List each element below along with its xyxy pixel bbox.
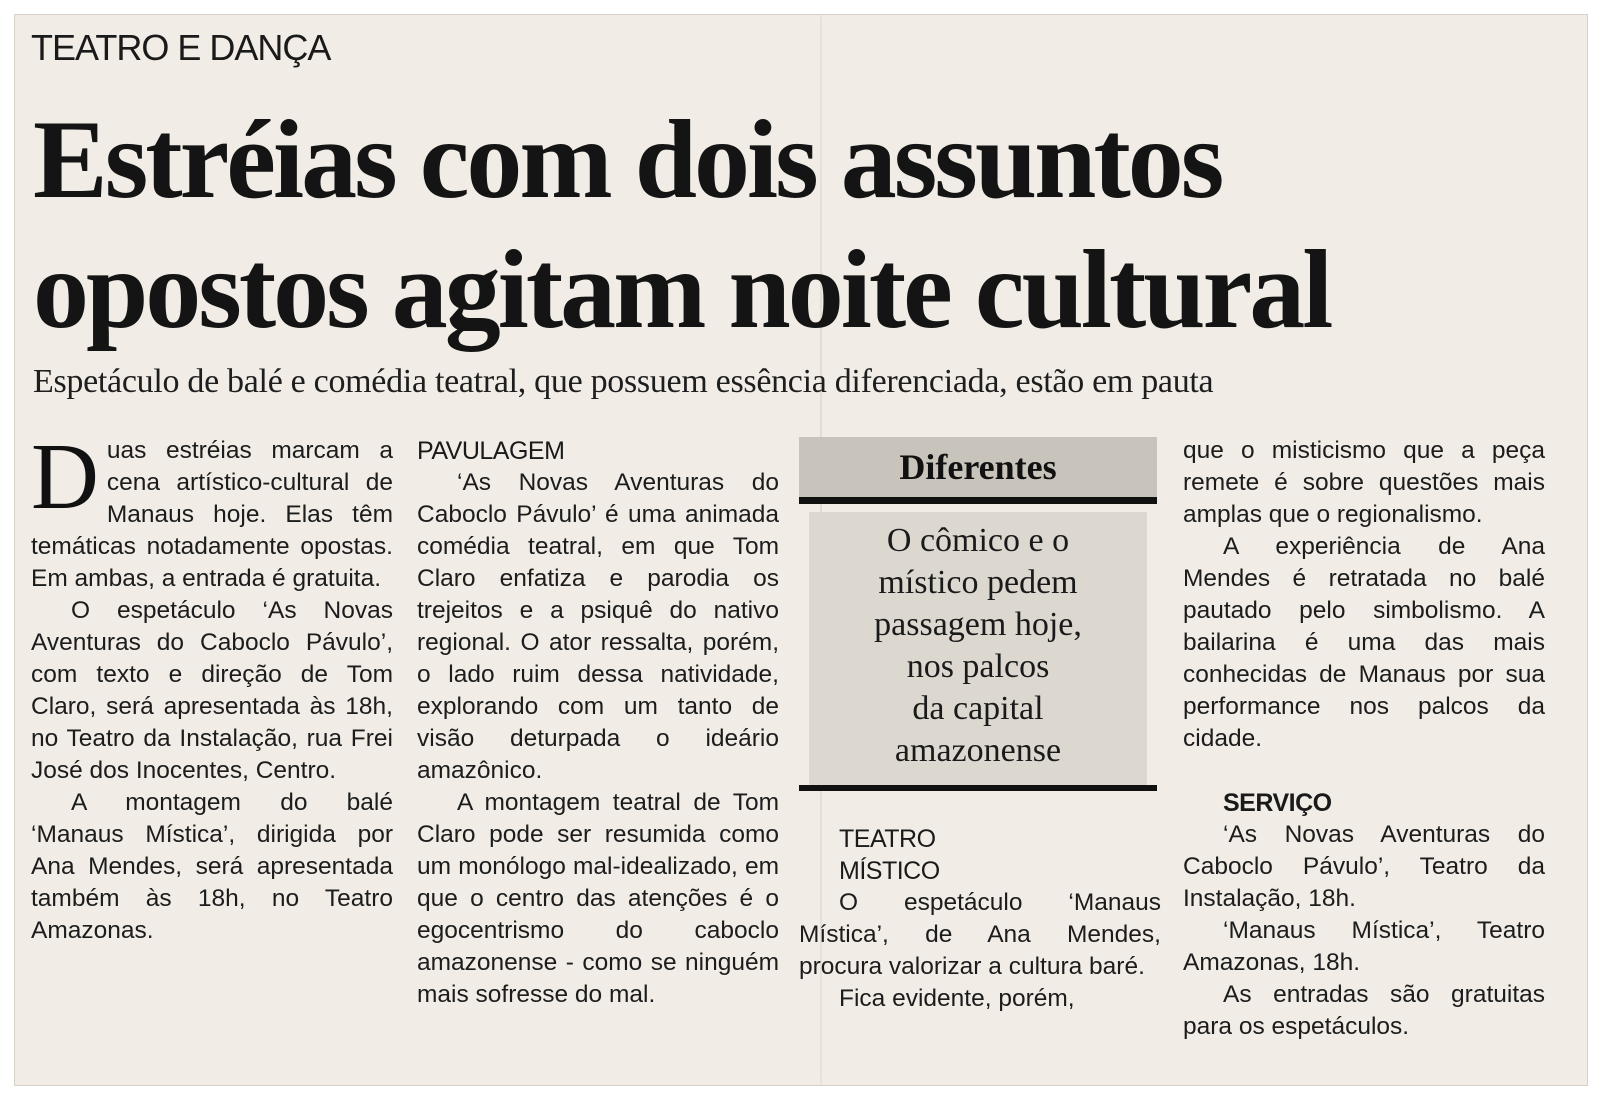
subheadline: Espetáculo de balé e comédia teatral, que possuem essência diferenciada, estão em pauta bbox=[33, 363, 1214, 400]
box-line: passagem hoje, bbox=[874, 606, 1082, 643]
box-body bbox=[809, 512, 1147, 790]
box-line: nos palcos bbox=[906, 648, 1050, 685]
newspaper-clipping bbox=[14, 14, 1588, 1086]
section-label: TEATRO E DANÇA bbox=[31, 27, 331, 68]
box-bottom-rule bbox=[799, 785, 1157, 791]
service-item: ‘Manaus Mística’, Teatro Amazonas, 18h. bbox=[1183, 917, 1545, 976]
pull-quote-box bbox=[799, 437, 1157, 791]
paragraph: A experiência de Ana Mendes é retratada no balé pautado pelo simbolismo. A bailarina é uma das mais conhecidas de Manaus por sua performance nos palcos da cidade. bbox=[1183, 533, 1545, 752]
service-item: ‘As Novas Aventuras do Caboclo Pávulo’, Teatro da Instalação, 18h. bbox=[1183, 821, 1545, 912]
headline bbox=[33, 95, 1573, 355]
paragraph: que o misticismo que a peça remete é sobre questões mais amplas que o regionalismo. bbox=[1183, 437, 1545, 528]
subsection-label-pavulagem: PAVULAGEM bbox=[417, 437, 565, 465]
paragraph: Fica evidente, porém, bbox=[839, 985, 1075, 1012]
box-line: O cômico e o bbox=[886, 522, 1070, 559]
service-item: As entradas são gratuitas para os espetáculos. bbox=[1183, 981, 1545, 1040]
paragraph: O espetáculo ‘As Novas Aventuras do Caboclo Pávulo’, com texto e direção de Tom Claro, será apresentada às 18h, no Teatro da Instalação, rua Frei José dos Inocentes, Centro. bbox=[31, 597, 393, 784]
service-label: SERVIÇO bbox=[1223, 789, 1332, 817]
article-column-1 bbox=[31, 425, 393, 947]
box-line: amazonense bbox=[894, 732, 1062, 769]
box-line: místico pedem bbox=[878, 564, 1078, 601]
paragraph: Duas estréias marcam a cena artístico-cultural de Manaus hoje. Elas têm temáticas notadamente opostas. Em ambas, a entrada é gratuita. bbox=[31, 425, 393, 592]
subsection-label-teatro-mistico: TEATRO MÍSTICO bbox=[839, 825, 940, 885]
paragraph: A montagem do balé ‘Manaus Mística’, dirigida por Ana Mendes, será apresentada também às 18h, no Teatro Amazonas. bbox=[31, 789, 393, 944]
box-line: da capital bbox=[912, 690, 1044, 727]
paragraph: ‘As Novas Aventuras do Caboclo Pávulo’ é uma animada comédia teatral, em que Tom Claro enfatiza e parodia os trejeitos e a psiquê do nativo regional. O ator ressalta, porém, o lado ruim dessa natividade, explorando com um tanto de visão deturpada o ideário amazônico. bbox=[417, 469, 779, 784]
article-column-2 bbox=[417, 435, 779, 1011]
drop-cap: D bbox=[31, 425, 99, 529]
article-column-3 bbox=[799, 823, 1161, 1015]
box-title: Diferentes bbox=[799, 437, 1157, 504]
paragraph: O espetáculo ‘Manaus Mística’, de Ana Mendes, procura valorizar a cultura baré. bbox=[799, 889, 1161, 980]
paragraph: A montagem teatral de Tom Claro pode ser resumida como um monólogo mal-idealizado, em que o centro das atenções é o egocentrismo do caboclo amazonense - como se ninguém mais sofresse do mal. bbox=[417, 789, 779, 1008]
article-column-4 bbox=[1183, 435, 1545, 1043]
headline-line-1: Estréias com dois assuntos bbox=[33, 98, 1222, 222]
headline-line-2: opostos agitam noite cultural bbox=[33, 228, 1331, 352]
